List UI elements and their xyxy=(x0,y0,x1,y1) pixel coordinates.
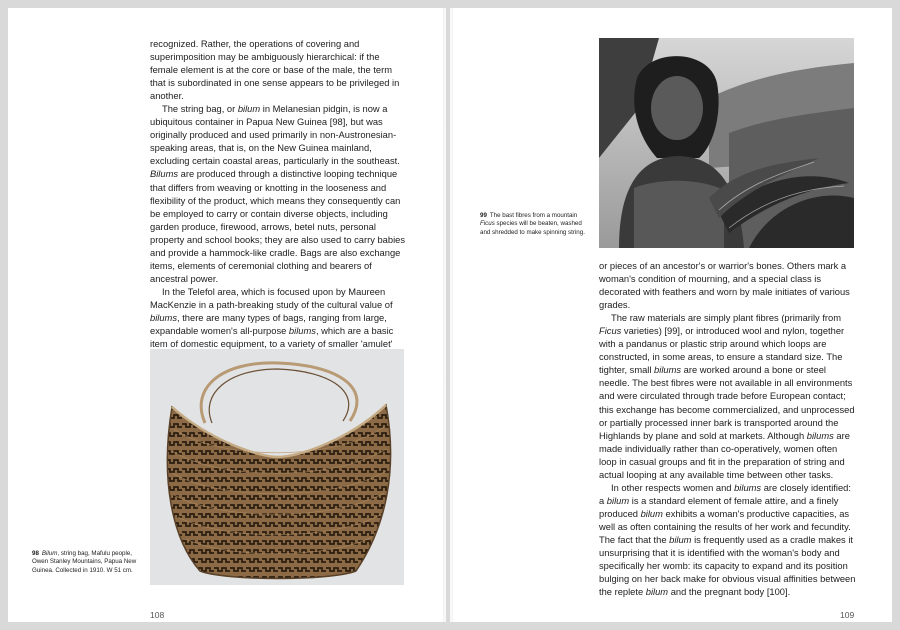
left-paragraph-2: The string bag, or bilum in Melanesian pidgin, is now a ubiquitous container in Papua New Guinea [98], but was originally produced and used primarily in non-Austronesian-speaking areas, that is, on the New Guinea mainland, excluding certain coastal areas, particularly in the southeast. Bilums are produced through a distinctive looping technique that differs from weaving or knotting in the looseness and flexibility of the product, which means they consequently can be employed to carry or contain diverse objects, including garden produce, firewood, arrows, betel nuts, personal property and school books; they are also used to carry babies and provide a hammock-like cradle. Bags are also exchange items, elements of ceremonial clothing and bearers of ancestral power. xyxy=(150,104,406,284)
bilum-string-bag-photo xyxy=(150,349,404,585)
figure-98-number: 98 xyxy=(32,550,39,557)
woman-photo-illustration xyxy=(599,38,854,248)
figure-99-caption xyxy=(480,212,588,237)
left-paragraph-3: In the Telefol area, which is focused upon by Maureen MacKenzie in a path-breaking study of the cultural value of bilums, there are many types of bags, ranging from large, expandable women's all-purpose bilums, which are a basic item of domestic equipment, to a variety of smaller 'amulet' xyxy=(150,286,394,350)
figure-98-caption xyxy=(32,550,142,575)
right-paragraph-2: The raw materials are simply plant fibres (primarily from Ficus varieties) [99], or introduced wool and nylon, together with a pandanus or plastic strip around which loops are constructed, in some areas, to ensure a standard size. The tighter, small bilums are worked around a bone or steel needle. The best fibres were not available in all environments and were circulated through trade before European contact; this exchange has become commercialized, and unprocessed or partially processed inner bark is transported around the Highlands by plane and sold at markets. Although bilums are made individually rather than co-operatively, women often loop in casual groups and fit in the preparation of string and actual looping at any available time between other tasks. xyxy=(599,313,855,480)
book-gutter xyxy=(443,8,453,622)
figure-99-caption-text: The bast fibres from a mountain Ficus species will be beaten, washed and shredded to make spinning string. xyxy=(480,212,585,236)
right-paragraph-1: or pieces of an ancestor's or warrior's bones. Others mark a woman's condition of mourning, and a special class is decorated with feathers and worn by male initiates of various grades. xyxy=(599,261,850,311)
figure-99-number: 99 xyxy=(480,212,487,219)
left-page-number: 108 xyxy=(150,610,165,620)
right-page-text xyxy=(599,260,857,599)
left-page-text xyxy=(150,38,408,377)
figure-98-caption-text: Bilum, string bag, Mafulu people, Owen Stanley Mountains, Papua New Guinea. Collected in 1910. W 51 cm. xyxy=(32,550,137,574)
right-page-number: 109 xyxy=(840,610,855,620)
right-paragraph-3: In other respects women and bilums are closely identified: a bilum is a standard element of female attire, and a finely produced bilum exhibits a woman's productive capacities, as well as often containing the results of her work and fecundity. The fact that the bilum is frequently used as a cradle makes it unsurprising that it is identified with the woman's body and specifically her womb: its capacity to expand and its position bulging on her back make for obvious visual affinities between the replete bilum and the pregnant body [100]. xyxy=(599,482,856,598)
woman-ficus-fibres-photo xyxy=(599,38,854,248)
left-paragraph-1: recognized. Rather, the operations of covering and superimposition may be ambiguously hierarchical: if the female element is at the core or base of the male, the term that is subordinated in one sense appears to be privileged in another. xyxy=(150,39,400,102)
bilum-illustration xyxy=(150,349,404,585)
